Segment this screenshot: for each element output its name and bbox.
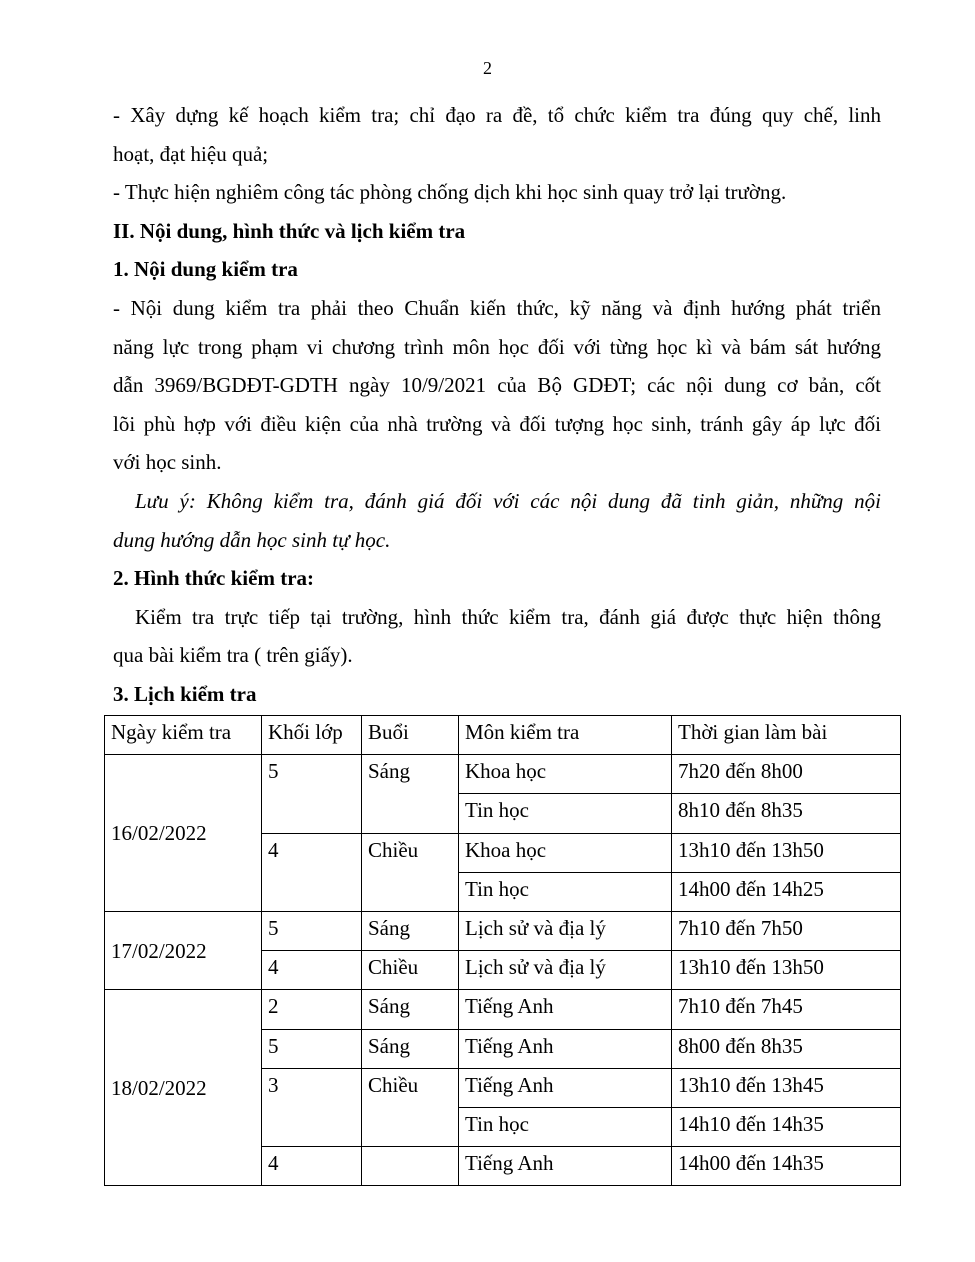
subsection-heading-format: 2. Hình thức kiểm tra:: [113, 566, 315, 591]
paragraph-line: dẫn 3969/BGDĐT-GDTH ngày 10/9/2021 của Bộ GDĐT; các nội dung cơ bản, cốt: [113, 373, 881, 398]
subject-cell: Tiếng Anh: [459, 1029, 672, 1068]
grade-cell: 4: [262, 833, 362, 911]
table-row: [105, 990, 901, 1029]
time-cell: 7h20 đến 8h00: [672, 755, 901, 794]
time-cell: 13h10 đến 13h50: [672, 833, 901, 872]
grade-cell: 4: [262, 951, 362, 990]
page-number: 2: [483, 58, 492, 78]
time-cell: 14h10 đến 14h35: [672, 1107, 901, 1146]
time-cell: 13h10 đến 13h50: [672, 951, 901, 990]
subject-cell: Lịch sử và địa lý: [459, 911, 672, 950]
paragraph-line: - Xây dựng kế hoạch kiểm tra; chỉ đạo ra đề, tổ chức kiểm tra đúng quy chế, linh: [113, 103, 881, 127]
document-body: [113, 96, 881, 714]
paragraph-line: Kiểm tra trực tiếp tại trường, hình thức kiểm tra, đánh giá được thực hiện thông: [135, 604, 881, 629]
time-cell: 14h00 đến 14h35: [672, 1147, 901, 1186]
table-header-row: [105, 716, 901, 755]
section-heading: II. Nội dung, hình thức và lịch kiểm tra: [113, 218, 466, 243]
date-cell: 17/02/2022: [105, 911, 262, 989]
header-cell: Ngày kiểm tra: [105, 716, 262, 755]
schedule-table: [104, 715, 901, 1186]
table-row: [105, 755, 901, 794]
header-cell: Buổi: [362, 716, 459, 755]
session-cell: Sáng: [362, 1029, 459, 1068]
date-cell: 16/02/2022: [105, 755, 262, 912]
time-cell: 14h00 đến 14h25: [672, 872, 901, 911]
paragraph-line: - Thực hiện nghiêm công tác phòng chống dịch khi học sinh quay trở lại trường.: [113, 180, 787, 205]
session-cell: Sáng: [362, 755, 459, 833]
time-cell: 7h10 đến 7h45: [672, 990, 901, 1029]
session-cell: [362, 1147, 459, 1186]
subject-cell: Tiếng Anh: [459, 990, 672, 1029]
subject-cell: Khoa học: [459, 755, 672, 794]
subsection-heading-schedule: 3. Lịch kiểm tra: [113, 681, 257, 706]
date-cell: 18/02/2022: [105, 990, 262, 1186]
time-cell: 8h10 đến 8h35: [672, 794, 901, 833]
subject-cell: Khoa học: [459, 833, 672, 872]
paragraph-line: qua bài kiểm tra ( trên giấy).: [113, 643, 353, 668]
table-row: [105, 911, 901, 950]
header-cell: Thời gian làm bài: [672, 716, 901, 755]
paragraph-line: lõi phù hợp với điều kiện của nhà trường và đối tượng học sinh, tránh gây áp lực đối: [113, 411, 881, 436]
subject-cell: Lịch sử và địa lý: [459, 951, 672, 990]
subject-cell: Tiếng Anh: [459, 1147, 672, 1186]
grade-cell: 3: [262, 1068, 362, 1146]
paragraph-line: hoạt, đạt hiệu quả;: [113, 141, 269, 166]
session-cell: Chiều: [362, 951, 459, 990]
time-cell: 13h10 đến 13h45: [672, 1068, 901, 1107]
grade-cell: 5: [262, 755, 362, 833]
subject-cell: Tin học: [459, 872, 672, 911]
time-cell: 7h10 đến 7h50: [672, 911, 901, 950]
session-cell: Sáng: [362, 911, 459, 950]
note-line: dung hướng dẫn học sinh tự học.: [113, 527, 391, 552]
subject-cell: Tin học: [459, 794, 672, 833]
paragraph-line: - Nội dung kiểm tra phải theo Chuẩn kiến thức, kỹ năng và định hướng phát triển: [113, 295, 881, 320]
time-cell: 8h00 đến 8h35: [672, 1029, 901, 1068]
paragraph-line: với học sinh.: [113, 450, 222, 475]
grade-cell: 5: [262, 1029, 362, 1068]
session-cell: Sáng: [362, 990, 459, 1029]
grade-cell: 4: [262, 1147, 362, 1186]
header-cell: Môn kiểm tra: [459, 716, 672, 755]
note-line: Lưu ý: Không kiểm tra, đánh giá đối với các nội dung đã tinh giản, những nội: [135, 488, 881, 513]
paragraph-line: năng lực trong phạm vi chương trình môn học đối với từng học kì và bám sát hướng: [113, 334, 881, 359]
subject-cell: Tin học: [459, 1107, 672, 1146]
subject-cell: Tiếng Anh: [459, 1068, 672, 1107]
session-cell: Chiều: [362, 833, 459, 911]
grade-cell: 5: [262, 911, 362, 950]
grade-cell: 2: [262, 990, 362, 1029]
header-cell: Khối lớp: [262, 716, 362, 755]
session-cell: Chiều: [362, 1068, 459, 1146]
subsection-heading-content: 1. Nội dung kiểm tra: [113, 257, 298, 282]
